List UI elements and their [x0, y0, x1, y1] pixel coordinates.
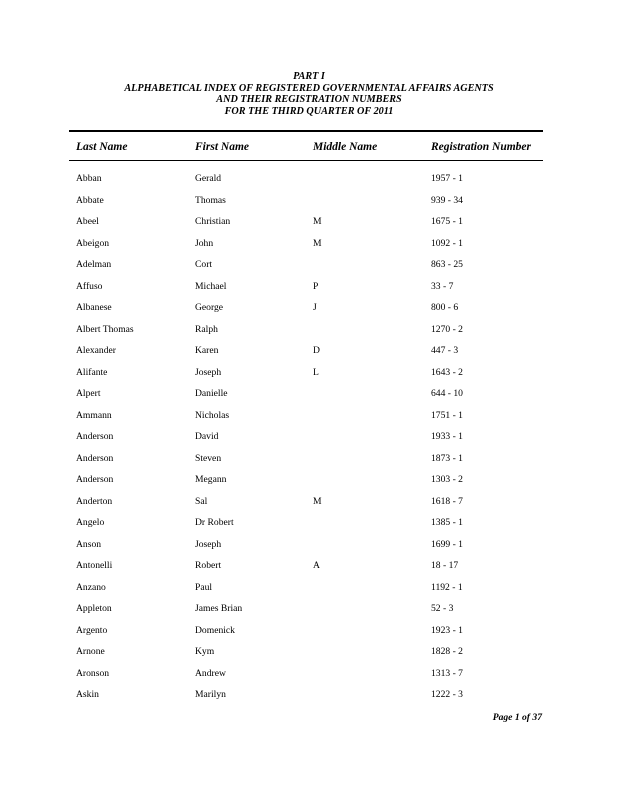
table-row	[0, 492, 618, 514]
last-name-cell: Affuso	[76, 280, 103, 292]
table-row	[0, 578, 618, 600]
table-row	[0, 234, 618, 256]
first-name-cell: Robert	[195, 560, 222, 571]
registration-number-cell: 18 - 17	[431, 560, 459, 571]
middle-name-cell: L	[313, 366, 319, 378]
table-row	[0, 255, 618, 277]
index-subtitle: AND THEIR REGISTRATION NUMBERS	[216, 94, 402, 105]
registration-number-cell: 1933 - 1	[431, 431, 463, 442]
column-header-middle-name: Middle Name	[313, 141, 378, 153]
last-name-cell: Anzano	[76, 581, 106, 593]
table-row	[0, 277, 618, 299]
middle-name-cell: M	[313, 216, 322, 227]
column-header-last-name: Last Name	[76, 141, 128, 153]
last-name-cell: Anson	[76, 538, 102, 550]
table-row	[0, 406, 618, 428]
last-name-cell: Abban	[76, 173, 102, 184]
table-row	[0, 384, 618, 406]
registration-number-cell: 644 - 10	[431, 388, 463, 399]
table-row	[0, 320, 618, 342]
registration-number-cell: 52 - 3	[431, 603, 454, 614]
first-name-cell: Kym	[195, 646, 215, 657]
middle-name-cell: M	[313, 495, 322, 507]
registration-number-cell: 1699 - 1	[431, 538, 463, 550]
last-name-cell: Albanese	[76, 302, 112, 313]
last-name-cell: Adelman	[76, 259, 112, 270]
last-name-cell: Alexander	[76, 345, 116, 356]
last-name-cell: Appleton	[76, 603, 112, 614]
registration-number-cell: 800 - 6	[431, 302, 459, 313]
registration-number-cell: 447 - 3	[431, 345, 459, 356]
column-header-registration-number: Registration Number	[431, 141, 532, 153]
last-name-cell: Argento	[76, 624, 108, 636]
first-name-cell: George	[195, 302, 224, 313]
first-name-cell: Karen	[195, 345, 219, 356]
registration-number-cell: 1270 - 2	[431, 323, 463, 335]
registration-number-cell: 1923 - 1	[431, 624, 463, 636]
first-name-cell: Dr Robert	[195, 517, 234, 528]
page-number: Page 1 of 37	[492, 712, 542, 723]
registration-number-cell: 1873 - 1	[431, 452, 463, 464]
registration-number-cell: 1192 - 1	[431, 581, 463, 593]
first-name-cell: Nicholas	[195, 409, 230, 421]
table-row	[0, 169, 618, 191]
middle-name-cell: A	[313, 560, 320, 571]
last-name-cell: Abeigon	[76, 237, 110, 249]
registration-number-cell: 1618 - 7	[431, 495, 463, 507]
first-name-cell: Ralph	[195, 323, 218, 335]
registration-number-cell: 1675 - 1	[431, 216, 463, 227]
first-name-cell: Megann	[195, 474, 227, 485]
table-row	[0, 642, 618, 664]
registration-number-cell: 33 - 7	[431, 280, 454, 292]
first-name-cell: Marilyn	[195, 689, 226, 700]
middle-name-cell: P	[313, 280, 319, 292]
first-name-cell: Paul	[195, 581, 213, 593]
table-row	[0, 513, 618, 535]
last-name-cell: Anderson	[76, 474, 114, 485]
table-row	[0, 427, 618, 449]
first-name-cell: John	[195, 237, 214, 249]
last-name-cell: Anderton	[76, 495, 113, 507]
registration-number-cell: 1643 - 2	[431, 366, 463, 378]
first-name-cell: Danielle	[195, 388, 228, 399]
first-name-cell: Thomas	[195, 194, 226, 206]
registration-number-cell: 1957 - 1	[431, 173, 463, 184]
last-name-cell: Ammann	[76, 409, 112, 421]
first-name-cell: Gerald	[195, 173, 222, 184]
last-name-cell: Anderson	[76, 431, 114, 442]
table-row	[0, 556, 618, 578]
last-name-cell: Alpert	[76, 388, 101, 399]
registration-number-cell: 1313 - 7	[431, 667, 463, 679]
table-row	[0, 341, 618, 363]
last-name-cell: Abeel	[76, 216, 99, 227]
middle-name-cell: D	[313, 345, 320, 356]
quarter-title: FOR THE THIRD QUARTER OF 2011	[224, 105, 394, 117]
first-name-cell: Joseph	[195, 538, 222, 550]
first-name-cell: Steven	[195, 452, 222, 464]
registration-number-cell: 1751 - 1	[431, 409, 463, 421]
first-name-cell: Joseph	[195, 366, 222, 378]
table-row	[0, 599, 618, 621]
last-name-cell: Aronson	[76, 667, 110, 679]
part-title: PART I	[293, 71, 325, 82]
first-name-cell: Michael	[195, 280, 227, 292]
registration-number-cell: 939 - 34	[431, 194, 463, 206]
last-name-cell: Askin	[76, 689, 99, 700]
table-header-rule	[69, 160, 543, 161]
table-row	[0, 449, 618, 471]
registration-number-cell: 1385 - 1	[431, 517, 463, 528]
first-name-cell: Domenick	[195, 624, 235, 636]
first-name-cell: Andrew	[195, 667, 226, 679]
table-row	[0, 664, 618, 686]
first-name-cell: David	[195, 431, 219, 442]
table-row	[0, 535, 618, 557]
last-name-cell: Alifante	[76, 366, 108, 378]
table-row	[0, 298, 618, 320]
last-name-cell: Angelo	[76, 517, 105, 528]
first-name-cell: Christian	[195, 216, 231, 227]
last-name-cell: Antonelli	[76, 560, 113, 571]
middle-name-cell: J	[313, 302, 317, 313]
registration-number-cell: 1092 - 1	[431, 237, 463, 249]
table-row	[0, 621, 618, 643]
first-name-cell: James Brian	[195, 603, 243, 614]
agents-table-body	[0, 169, 618, 707]
table-row	[0, 470, 618, 492]
last-name-cell: Arnone	[76, 646, 105, 657]
last-name-cell: Abbate	[76, 194, 104, 206]
registration-number-cell: 1303 - 2	[431, 474, 463, 485]
table-row	[0, 363, 618, 385]
first-name-cell: Cort	[195, 259, 213, 270]
index-title: ALPHABETICAL INDEX OF REGISTERED GOVERNMENTAL AFFAIRS AGENTS	[124, 82, 494, 94]
last-name-cell: Anderson	[76, 452, 114, 464]
first-name-cell: Sal	[195, 495, 208, 507]
document-header	[0, 71, 618, 117]
table-top-rule	[69, 130, 543, 132]
column-header-first-name: First Name	[195, 141, 249, 153]
registration-number-cell: 1222 - 3	[431, 689, 463, 700]
table-row	[0, 212, 618, 234]
table-row	[0, 191, 618, 213]
last-name-cell: Albert Thomas	[76, 323, 134, 335]
registration-number-cell: 863 - 25	[431, 259, 463, 270]
middle-name-cell: M	[313, 237, 322, 249]
table-row	[0, 685, 618, 707]
registration-number-cell: 1828 - 2	[431, 646, 463, 657]
